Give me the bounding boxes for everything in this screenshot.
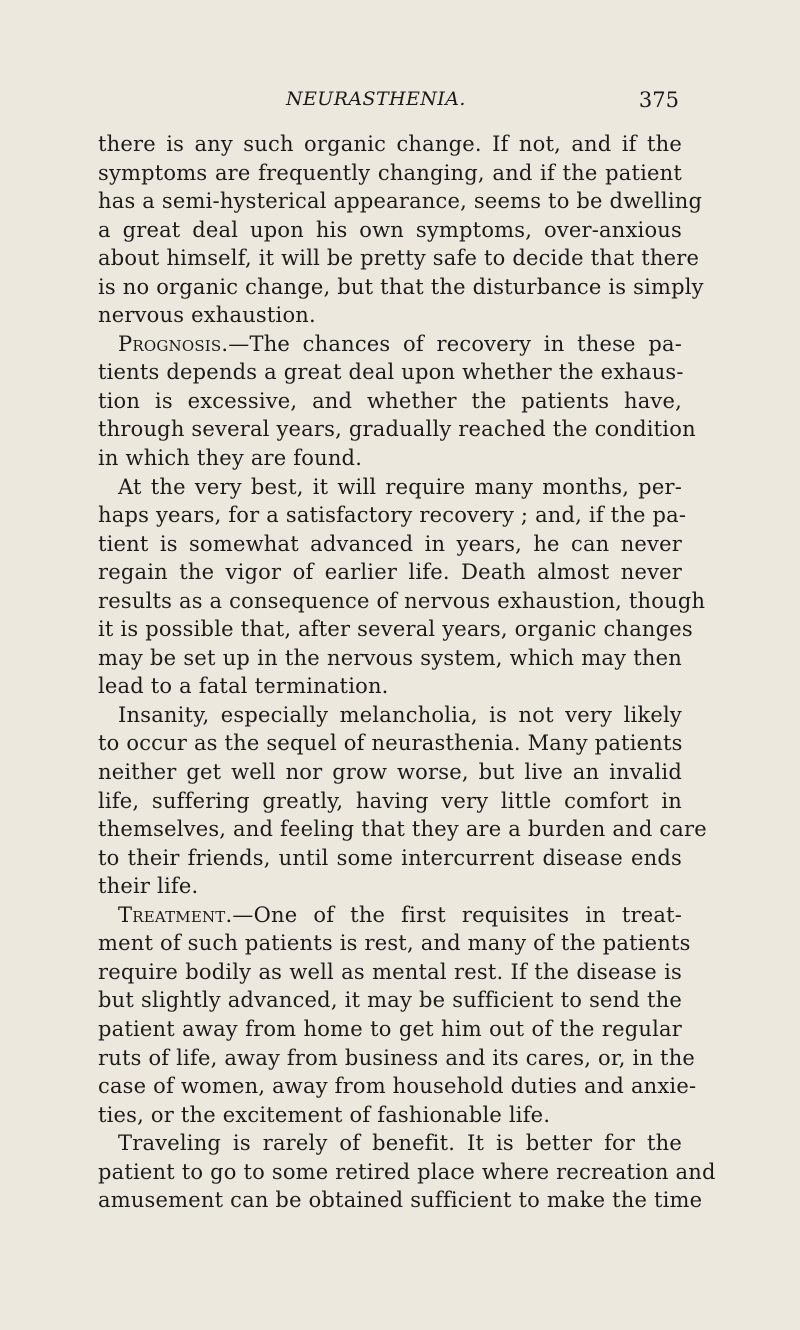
- text-line: nervous exhaustion.: [98, 303, 316, 328]
- running-head: [286, 88, 679, 116]
- text-line: to their friends, until some intercurrent disease ends: [98, 845, 682, 870]
- text-line: case of women, away from household duties and anxie-: [98, 1074, 697, 1099]
- body-text: [98, 130, 716, 1215]
- text-line: results as a consequence of nervous exhaustion, though: [98, 588, 706, 613]
- text-line: Treatment.—One of the first requisites in treat-: [118, 902, 682, 927]
- text-line: haps years, for a satisfactory recovery ; and, if the pa-: [98, 503, 687, 528]
- text-line: lead to a fatal termination.: [98, 674, 389, 699]
- section-heading-treatment: Treatment.: [118, 902, 233, 927]
- text-line: but slightly advanced, it may be sufficient to send the: [98, 988, 682, 1013]
- text-line: Prognosis.—The chances of recovery in these pa-: [118, 331, 682, 356]
- paragraph: [98, 1129, 716, 1215]
- text-line: has a semi-hysterical appearance, seems to be dwelling: [98, 189, 703, 214]
- text-line: through several years, gradually reached the condition: [98, 417, 696, 442]
- text-line: tients depends a great deal upon whether the exhaus-: [98, 360, 684, 385]
- text-line: ment of such patients is rest, and many of the patients: [98, 931, 691, 956]
- paragraph: [98, 473, 706, 701]
- paragraph: [98, 701, 707, 901]
- text-line: tient is somewhat advanced in years, he can never: [98, 531, 682, 556]
- page-number: 375: [638, 88, 679, 112]
- text-line: neither get well nor grow worse, but live an invalid: [98, 760, 682, 785]
- text-line: may be set up in the nervous system, which may then: [98, 645, 682, 670]
- text-line: about himself, it will be pretty safe to decide that there: [98, 246, 700, 271]
- text-line: ruts of life, away from business and its cares, or, in the: [98, 1045, 696, 1070]
- text-line: it is possible that, after several years, organic changes: [98, 617, 693, 642]
- text-line: regain the vigor of earlier life. Death almost never: [98, 560, 682, 585]
- text-line: themselves, and feeling that they are a burden and care: [98, 817, 707, 842]
- text-line: Insanity, especially melancholia, is not very likely: [118, 702, 682, 727]
- text-line: in which they are found.: [98, 446, 363, 471]
- text-line: to occur as the sequel of neurasthenia. Many patients: [98, 731, 683, 756]
- text-line: ties, or the excitement of fashionable life.: [98, 1102, 551, 1127]
- running-title: NEURASTHENIA.: [286, 88, 466, 110]
- text-line: Traveling is rarely of benefit. It is better for the: [118, 1131, 682, 1156]
- text-line: tion is excessive, and whether the patients have,: [98, 388, 682, 413]
- paragraph-treatment: [98, 901, 697, 1129]
- text-line: amusement can be obtained sufficient to make the time: [98, 1188, 703, 1213]
- text-line: symptoms are frequently changing, and if the patient: [98, 160, 682, 185]
- text-line: At the very best, it will require many months, per-: [118, 474, 682, 499]
- text-line: is no organic change, but that the disturbance is simply: [98, 274, 704, 299]
- paragraph-prognosis: [98, 330, 696, 473]
- text-line: their life.: [98, 874, 199, 899]
- text-line: life, suffering greatly, having very little comfort in: [98, 788, 682, 813]
- text-line: patient away from home to get him out of the regular: [98, 1016, 682, 1041]
- paragraph: [98, 130, 704, 330]
- text-line: patient to go to some retired place where recreation and: [98, 1159, 716, 1184]
- section-heading-prognosis: Prognosis.: [118, 331, 229, 356]
- text-line: require bodily as well as mental rest. If the disease is: [98, 959, 682, 984]
- text-line: there is any such organic change. If not, and if the: [98, 132, 682, 156]
- text-line: a great deal upon his own symptoms, over-anxious: [98, 217, 682, 242]
